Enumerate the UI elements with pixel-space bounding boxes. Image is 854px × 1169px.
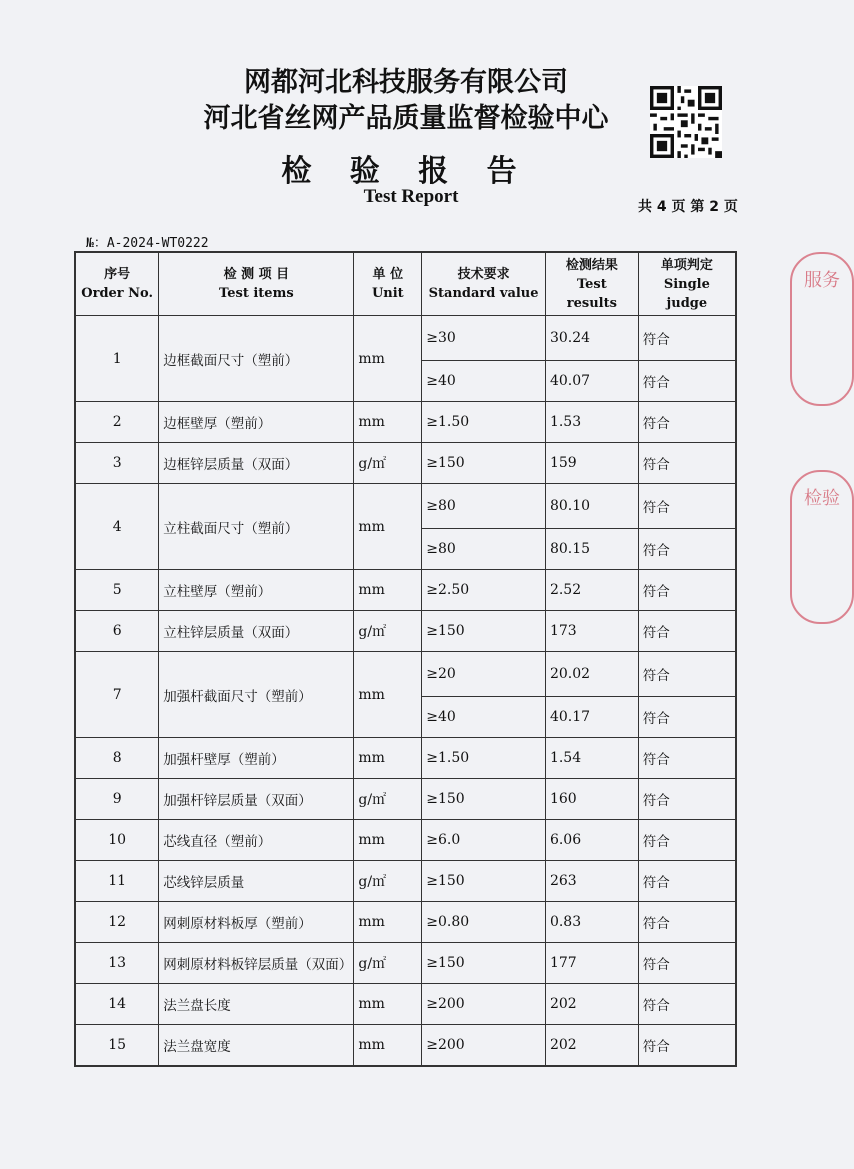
standard-value: ≥2.50 xyxy=(422,570,546,611)
center-name: 河北省丝网产品质量监督检验中心 xyxy=(203,103,609,134)
judge-result: 符合 xyxy=(638,652,736,697)
table-row xyxy=(75,1025,736,1067)
test-result: 0.83 xyxy=(545,902,638,943)
table-row xyxy=(75,402,736,443)
standard-value: ≥30 xyxy=(422,316,546,361)
unit-cell: g/㎡ xyxy=(354,943,422,984)
unit-cell: mm xyxy=(354,984,422,1025)
test-item: 立柱壁厚（塑前） xyxy=(159,570,354,611)
table-row xyxy=(75,443,736,484)
standard-value: ≥80 xyxy=(422,484,546,529)
report-title-cn: 检 验 报 告 xyxy=(281,154,531,189)
test-item: 法兰盘宽度 xyxy=(159,1025,354,1067)
standard-value: ≥150 xyxy=(422,443,546,484)
standard-value: ≥1.50 xyxy=(422,402,546,443)
order-number: 10 xyxy=(75,820,159,861)
test-result: 80.15 xyxy=(545,529,638,570)
order-number: 4 xyxy=(75,484,159,570)
unit-cell: g/㎡ xyxy=(354,611,422,652)
judge-result: 符合 xyxy=(638,779,736,820)
table-row xyxy=(75,652,736,697)
test-item: 边框截面尺寸（塑前） xyxy=(159,316,354,402)
judge-result: 符合 xyxy=(638,902,736,943)
order-number: 15 xyxy=(75,1025,159,1067)
standard-value: ≥40 xyxy=(422,361,546,402)
table-row xyxy=(75,820,736,861)
test-item: 芯线锌层质量 xyxy=(159,861,354,902)
standard-value: ≥1.50 xyxy=(422,738,546,779)
test-result: 173 xyxy=(545,611,638,652)
table-row xyxy=(75,570,736,611)
order-number: 2 xyxy=(75,402,159,443)
table-row xyxy=(75,611,736,652)
unit-cell: mm xyxy=(354,820,422,861)
column-header-standard: 技术要求 Standard value xyxy=(422,252,546,316)
unit-cell: g/㎡ xyxy=(354,779,422,820)
test-result: 20.02 xyxy=(545,652,638,697)
test-item: 加强杆锌层质量（双面） xyxy=(159,779,354,820)
document-number: №：A-2024-WT0222 xyxy=(86,236,209,251)
unit-cell: mm xyxy=(354,484,422,570)
table-row xyxy=(75,984,736,1025)
order-number: 6 xyxy=(75,611,159,652)
table-row xyxy=(75,316,736,361)
test-item: 网刺原材料板锌层质量（双面） xyxy=(159,943,354,984)
standard-value: ≥80 xyxy=(422,529,546,570)
standard-value: ≥200 xyxy=(422,1025,546,1067)
table-row xyxy=(75,484,736,529)
standard-value: ≥200 xyxy=(422,984,546,1025)
test-item: 立柱锌层质量（双面） xyxy=(159,611,354,652)
order-number: 5 xyxy=(75,570,159,611)
judge-result: 符合 xyxy=(638,738,736,779)
test-item: 立柱截面尺寸（塑前） xyxy=(159,484,354,570)
order-number: 9 xyxy=(75,779,159,820)
judge-result: 符合 xyxy=(638,316,736,361)
test-result: 30.24 xyxy=(545,316,638,361)
unit-cell: g/㎡ xyxy=(354,861,422,902)
test-result: 40.17 xyxy=(545,697,638,738)
standard-value: ≥0.80 xyxy=(422,902,546,943)
standard-value: ≥150 xyxy=(422,943,546,984)
standard-value: ≥150 xyxy=(422,779,546,820)
judge-result: 符合 xyxy=(638,570,736,611)
table-row xyxy=(75,861,736,902)
report-title-en: Test Report xyxy=(363,186,459,207)
test-result: 177 xyxy=(545,943,638,984)
table-row xyxy=(75,779,736,820)
unit-cell: mm xyxy=(354,902,422,943)
standard-value: ≥150 xyxy=(422,611,546,652)
company-name: 网都河北科技服务有限公司 xyxy=(244,67,568,98)
table-row xyxy=(75,738,736,779)
unit-cell: mm xyxy=(354,402,422,443)
order-number: 14 xyxy=(75,984,159,1025)
test-result: 202 xyxy=(545,1025,638,1067)
official-stamp: 检验 xyxy=(790,470,854,624)
test-result: 40.07 xyxy=(545,361,638,402)
order-number: 12 xyxy=(75,902,159,943)
official-stamp: 服务 xyxy=(790,252,854,406)
order-number: 13 xyxy=(75,943,159,984)
judge-result: 符合 xyxy=(638,984,736,1025)
test-result: 1.54 xyxy=(545,738,638,779)
judge-result: 符合 xyxy=(638,529,736,570)
test-item: 边框壁厚（塑前） xyxy=(159,402,354,443)
qr-code-icon xyxy=(650,86,722,158)
test-item: 边框锌层质量（双面） xyxy=(159,443,354,484)
standard-value: ≥6.0 xyxy=(422,820,546,861)
test-result: 263 xyxy=(545,861,638,902)
order-number: 7 xyxy=(75,652,159,738)
judge-result: 符合 xyxy=(638,361,736,402)
test-item: 加强杆截面尺寸（塑前） xyxy=(159,652,354,738)
order-number: 8 xyxy=(75,738,159,779)
unit-cell: mm xyxy=(354,316,422,402)
judge-result: 符合 xyxy=(638,943,736,984)
column-header-unit: 单 位 Unit xyxy=(354,252,422,316)
order-number: 11 xyxy=(75,861,159,902)
judge-result: 符合 xyxy=(638,697,736,738)
test-result: 159 xyxy=(545,443,638,484)
table-row xyxy=(75,902,736,943)
unit-cell: g/㎡ xyxy=(354,443,422,484)
test-result: 1.53 xyxy=(545,402,638,443)
judge-result: 符合 xyxy=(638,611,736,652)
judge-result: 符合 xyxy=(638,484,736,529)
test-result: 160 xyxy=(545,779,638,820)
column-header-result: 检测结果 Test results xyxy=(545,252,638,316)
standard-value: ≥40 xyxy=(422,697,546,738)
test-item: 网刺原材料板厚（塑前） xyxy=(159,902,354,943)
test-result: 202 xyxy=(545,984,638,1025)
unit-cell: mm xyxy=(354,1025,422,1067)
test-result: 2.52 xyxy=(545,570,638,611)
unit-cell: mm xyxy=(354,738,422,779)
judge-result: 符合 xyxy=(638,402,736,443)
column-header-item: 检 测 项 目 Test items xyxy=(159,252,354,316)
column-header-judge: 单项判定 Single judge xyxy=(638,252,736,316)
judge-result: 符合 xyxy=(638,443,736,484)
standard-value: ≥20 xyxy=(422,652,546,697)
table-header-row xyxy=(75,252,736,316)
unit-cell: mm xyxy=(354,652,422,738)
test-item: 芯线直径（塑前） xyxy=(159,820,354,861)
column-header-order: 序号 Order No. xyxy=(75,252,159,316)
judge-result: 符合 xyxy=(638,1025,736,1067)
judge-result: 符合 xyxy=(638,820,736,861)
judge-result: 符合 xyxy=(638,861,736,902)
test-result: 6.06 xyxy=(545,820,638,861)
test-results-table xyxy=(74,251,737,1067)
order-number: 1 xyxy=(75,316,159,402)
standard-value: ≥150 xyxy=(422,861,546,902)
test-result: 80.10 xyxy=(545,484,638,529)
test-item: 法兰盘长度 xyxy=(159,984,354,1025)
page-count: 共 4 页 第 2 页 xyxy=(638,199,738,215)
table-row xyxy=(75,943,736,984)
test-item: 加强杆壁厚（塑前） xyxy=(159,738,354,779)
order-number: 3 xyxy=(75,443,159,484)
unit-cell: mm xyxy=(354,570,422,611)
